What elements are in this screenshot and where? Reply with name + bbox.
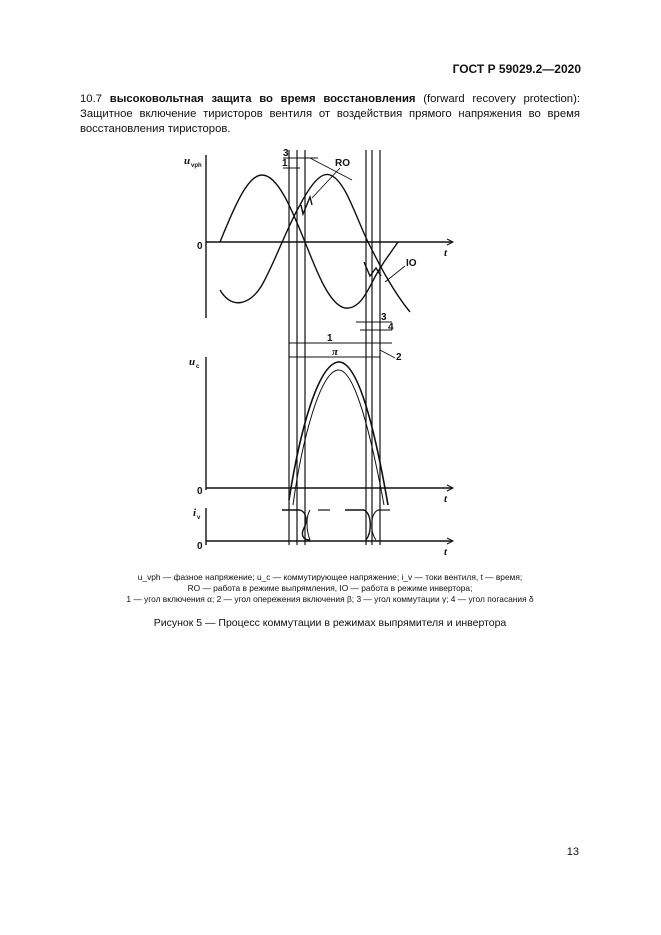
legend-line-1: u_vph — фазное напряжение; u_c — коммутирующее напряжение; i_v — токи вентиля, t — время; xyxy=(137,572,523,582)
label-t-bot: t xyxy=(444,546,448,558)
clause-term: высоковольтная защита во время восстановления xyxy=(109,93,416,105)
label-4-mid: 4 xyxy=(388,322,394,333)
label-u-c: u xyxy=(189,356,196,368)
label-t-top: t xyxy=(444,247,448,259)
clause-definition: : Защитное включение тиристоров вентиля от воздействия прямого напряжения во время восстановления тиристоров. xyxy=(80,93,580,135)
label-u-vph: u xyxy=(184,155,191,167)
label-u-c-sub: c xyxy=(196,364,200,370)
clause-term-en: (forward recovery protection) xyxy=(423,93,577,105)
label-zero-mid: 0 xyxy=(197,486,203,497)
clause-number: 10.7 xyxy=(80,93,102,105)
label-ro: RO xyxy=(335,158,350,169)
valve-current-pulse-1 xyxy=(282,510,310,540)
figure-legend xyxy=(80,572,580,605)
label-zero-bot: 0 xyxy=(197,541,203,552)
legend-line-2: RO — работа в режиме выпрямления, IO — работа в режиме инвертора; xyxy=(187,583,473,593)
label-u-vph-sub: vph xyxy=(191,163,202,169)
label-1-top: 1 xyxy=(282,158,288,169)
label-t-mid: t xyxy=(444,493,448,505)
legend-line-3: 1 — угол включения α; 2 — угол опережения включения β; 3 — угол коммутации γ; 4 — угол погасания δ xyxy=(126,594,534,604)
label-i-v-sub: v xyxy=(197,515,201,521)
figure-caption: Рисунок 5 — Процесс коммутации в режимах выпрямителя и инвертора xyxy=(153,617,507,629)
label-i-v: i xyxy=(193,507,197,519)
label-1-mid: 1 xyxy=(327,333,333,344)
label-io: IO xyxy=(406,258,417,269)
label-pi: π xyxy=(332,346,339,358)
commutating-voltage-curve xyxy=(289,362,388,505)
document-header: ГОСТ Р 59029.2—2020 xyxy=(452,62,581,76)
label-3-mid: 3 xyxy=(381,312,387,323)
page-number: 13 xyxy=(566,846,579,858)
label-2-mid: 2 xyxy=(396,352,402,363)
label-zero-top: 0 xyxy=(197,241,203,252)
label-3-top: 3 xyxy=(283,148,289,159)
